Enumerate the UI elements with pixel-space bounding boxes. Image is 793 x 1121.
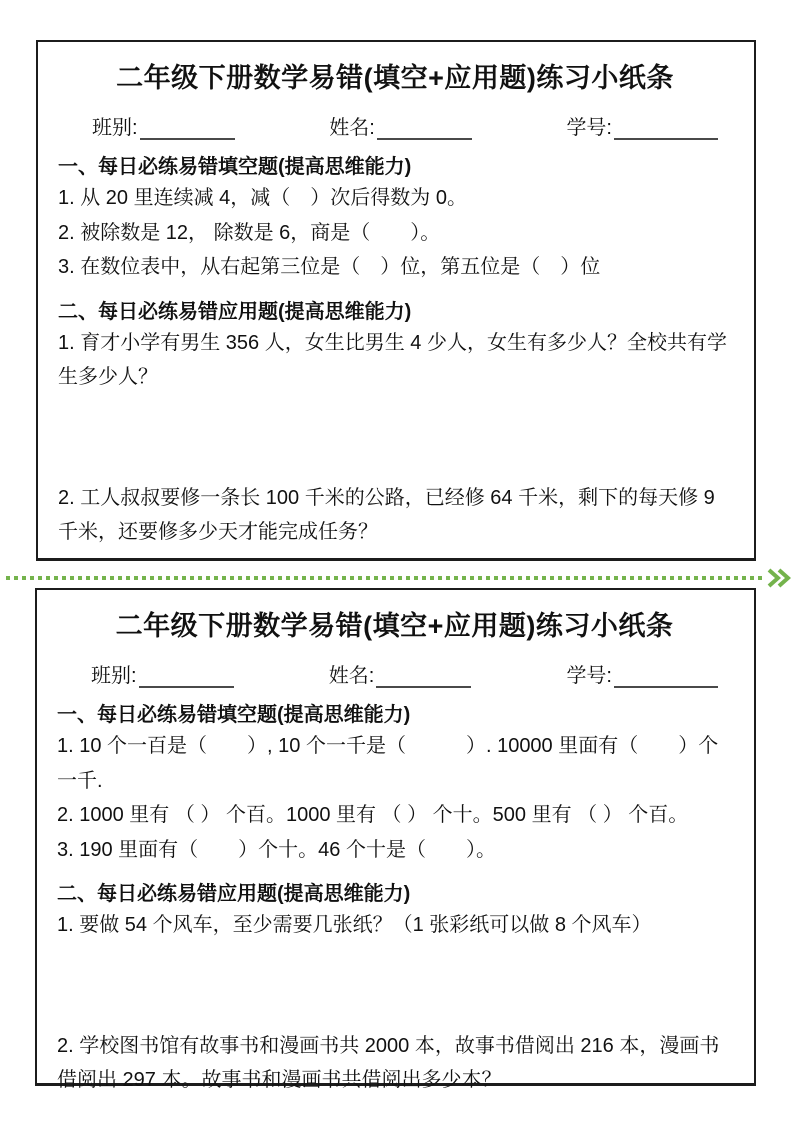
field-class-blank (139, 666, 234, 688)
student-info-row (57, 659, 732, 688)
word-problem-item: 1. 要做 54 个风车，至少需要几张纸？（1 张彩纸可以做 8 个风车） (57, 914, 652, 936)
worksheet-slip-2 (35, 588, 756, 1091)
field-class-label: 班别: (91, 665, 137, 687)
word-problem-item: 2. 学校图书馆有故事书和漫画书共 2000 本，故事书借阅出 216 本，漫画书借阅出 297 本。故事书和漫画书共借阅出多少本？ (57, 1034, 720, 1091)
fill-blank-item: 3. 在数位表中，从右起第三位是（ ）位，第五位是（ ）位 (58, 256, 601, 278)
cut-line-divider (6, 567, 792, 589)
section-heading-fill-blanks: 一、每日必练易错填空题(提高思维能力) (57, 704, 411, 726)
field-name-blank (377, 118, 472, 140)
fill-blank-item: 1. 从 20 里连续减 4，减（ ）次后得数为 0。 (58, 187, 467, 209)
field-class (91, 659, 234, 688)
worksheet-slip-1 (36, 40, 756, 561)
field-class-blank (140, 118, 235, 140)
field-student-number-blank (614, 118, 718, 140)
field-student-number-label: 学号: (566, 117, 612, 139)
word-problem-item: 2. 工人叔叔要修一条长 100 千米的公路，已经修 64 千米，剩下的每天修 9 千米，还要修多少天才能完成任务？ (58, 486, 715, 543)
fill-blank-item: 2. 1000 里有 （ ） 个百。1000 里有 （ ） 个十。500 里有 （ ） 个百。 (57, 804, 689, 826)
field-class-label: 班别: (92, 117, 138, 139)
word-problem-item: 1. 育才小学有男生 356 人，女生比男生 4 少人，女生有多少人？全校共有学生多少人？ (58, 331, 727, 388)
section-heading-word-problems: 二、每日必练易错应用题(提高思维能力) (57, 883, 411, 905)
dotted-cut-line (6, 576, 765, 580)
field-class (92, 111, 235, 140)
field-student-number-blank (614, 666, 718, 688)
section-heading-word-problems: 二、每日必练易错应用题(提高思维能力) (58, 300, 412, 323)
slip-title: 二年级下册数学易错(填空+应用题)练习小纸条 (116, 63, 674, 93)
field-name-label: 姓名: (329, 117, 375, 139)
field-name (329, 111, 472, 140)
field-name-label: 姓名: (328, 665, 375, 687)
field-student-number-label: 学号: (566, 665, 612, 687)
fill-blank-item: 3. 190 里面有（ ）个十。46 个十是（ ）。 (57, 838, 496, 861)
slip-title: 二年级下册数学易错(填空+应用题)练习小纸条 (115, 611, 674, 641)
field-name (329, 659, 472, 688)
field-name-blank (376, 666, 471, 688)
field-student-number (566, 111, 718, 140)
section-heading-fill-blanks: 一、每日必练易错填空题(提高思维能力) (58, 156, 412, 178)
fill-blank-item: 1. 10 个一百是（ ）, 10 个一千是（ ）. 10000 里面有（ ）个一千. (57, 735, 719, 792)
student-info-row (58, 111, 732, 140)
fill-blank-item: 2. 被除数是 12， 除数是 6，商是（ ）。 (58, 221, 441, 244)
field-student-number (566, 659, 718, 688)
double-chevron-right-icon (766, 568, 792, 588)
